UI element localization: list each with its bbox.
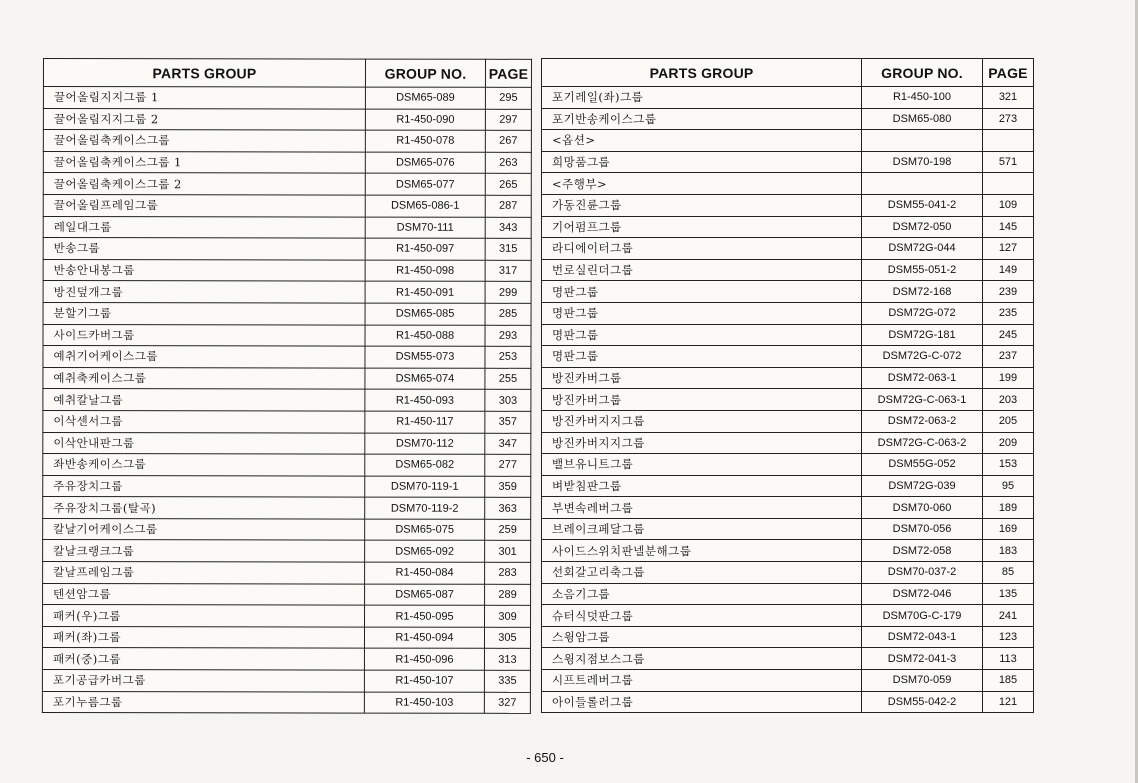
page-ref: 295 xyxy=(485,87,531,109)
part-group-name: 방진덮개그룹 xyxy=(43,281,365,303)
page-ref: 239 xyxy=(983,281,1034,303)
group-number: DSM72-046 xyxy=(862,583,983,605)
page-ref: 343 xyxy=(485,217,531,239)
page-ref: 255 xyxy=(485,368,531,390)
group-number: R1-450-098 xyxy=(365,260,485,282)
part-group-name: 포기공급카버그룹 xyxy=(42,670,364,692)
table-row xyxy=(43,302,531,324)
group-number: DSM65-092 xyxy=(365,541,485,563)
group-number: DSM65-075 xyxy=(365,519,485,541)
group-number: DSM72G-072 xyxy=(862,302,983,324)
table-row xyxy=(542,151,1034,173)
table-row xyxy=(43,194,531,216)
table-row xyxy=(43,87,531,109)
part-group-name: 반송안내봉그룹 xyxy=(43,259,365,281)
group-number: R1-450-084 xyxy=(365,562,485,584)
table-row xyxy=(542,410,1034,432)
table-row xyxy=(542,87,1034,109)
group-number: R1-450-093 xyxy=(365,389,485,411)
group-number: DSM55G-052 xyxy=(862,454,983,476)
part-group-name: 반송그룹 xyxy=(43,238,365,260)
page-ref: 189 xyxy=(983,497,1034,519)
part-group-name: 방진카버지지그룹 xyxy=(542,410,862,432)
table-row xyxy=(43,432,531,454)
part-group-name: 레일대그룹 xyxy=(43,216,365,238)
page-ref: 145 xyxy=(983,216,1034,238)
table-row xyxy=(542,432,1034,454)
page-ref: 317 xyxy=(485,260,531,282)
group-number: DSM72G-181 xyxy=(862,324,983,346)
part-group-name: 번로실린더그룹 xyxy=(542,259,862,281)
page-ref: 313 xyxy=(484,649,530,671)
group-no-header: GROUP NO. xyxy=(365,59,485,87)
group-number: DSM65-077 xyxy=(365,173,485,195)
table-row xyxy=(43,389,531,411)
table-row xyxy=(43,216,531,238)
table-row xyxy=(542,562,1034,584)
part-group-name: 주유장치그룹 xyxy=(43,475,365,497)
page-ref: 293 xyxy=(485,325,531,347)
table-row xyxy=(542,518,1034,540)
group-number: DSM55-073 xyxy=(365,346,485,368)
part-group-name: 예취축케이스그룹 xyxy=(43,367,365,389)
page-ref: 185 xyxy=(983,670,1034,692)
part-group-name: 명판그룹 xyxy=(542,281,862,303)
part-group-name: 명판그룹 xyxy=(542,346,862,368)
group-number: DSM72-043-1 xyxy=(862,626,983,648)
part-group-name: 패커(좌)그룹 xyxy=(42,626,364,648)
page-ref: 259 xyxy=(485,519,531,541)
table-row xyxy=(43,173,531,195)
table-row xyxy=(43,475,531,497)
group-number: DSM70-056 xyxy=(862,518,983,540)
part-group-name: <주행부> xyxy=(542,173,862,195)
group-number: DSM65-074 xyxy=(365,368,485,390)
part-group-name: 포기레일(좌)그룹 xyxy=(542,87,862,109)
part-group-name: 끌어올림축케이스그룹 2 xyxy=(43,173,365,195)
table-row xyxy=(43,367,531,389)
part-group-name: 포기반송케이스그룹 xyxy=(542,108,862,130)
table-row xyxy=(43,259,531,281)
part-group-name: 이삭센서그룹 xyxy=(43,410,365,432)
part-group-name: 브레이크페달그룹 xyxy=(542,518,862,540)
group-number: DSM70-112 xyxy=(365,433,485,455)
part-group-name: 칼날프레임그룹 xyxy=(43,562,365,584)
part-group-name: 이삭안내판그룹 xyxy=(43,432,365,454)
table-row xyxy=(42,691,530,713)
table-row xyxy=(43,518,531,540)
table-row xyxy=(43,562,531,584)
group-number: DSM72-041-3 xyxy=(862,648,983,670)
group-number: DSM72G-C-063-2 xyxy=(862,432,983,454)
part-group-name: 방진카버그룹 xyxy=(542,367,862,389)
table-row xyxy=(542,626,1034,648)
part-group-name: 스윙지점보스그룹 xyxy=(542,648,862,670)
part-group-name: 방진카버지지그룹 xyxy=(542,432,862,454)
table-row xyxy=(542,670,1034,692)
table-row xyxy=(542,194,1034,216)
group-number: R1-450-088 xyxy=(365,325,485,347)
page-ref: 309 xyxy=(485,606,531,628)
part-group-name: 예취기어케이스그룹 xyxy=(43,346,365,368)
left-parts-index xyxy=(43,58,532,713)
part-group-name: 텐션암그룹 xyxy=(43,583,365,605)
page-ref: 127 xyxy=(983,238,1034,260)
page-ref: 297 xyxy=(485,109,531,131)
page-ref: 149 xyxy=(983,259,1034,281)
part-group-name: 명판그룹 xyxy=(542,302,862,324)
table-header-row xyxy=(43,59,531,88)
group-number xyxy=(862,130,983,152)
page-ref: 135 xyxy=(983,583,1034,605)
page-ref xyxy=(983,173,1034,195)
group-number: DSM55-041-2 xyxy=(862,194,983,216)
page-header: PAGE xyxy=(983,59,1034,87)
page-ref: 121 xyxy=(983,691,1034,713)
part-group-name: 분할기그룹 xyxy=(43,302,365,324)
table-row xyxy=(43,410,531,432)
table-row xyxy=(542,108,1034,130)
part-group-name: 방진카버그룹 xyxy=(542,389,862,411)
page-ref: 305 xyxy=(484,627,530,649)
group-number: DSM70-060 xyxy=(862,497,983,519)
group-number: R1-450-078 xyxy=(365,130,485,152)
page-ref: 203 xyxy=(983,389,1034,411)
table-row xyxy=(42,626,530,648)
group-number: DSM70G-C-179 xyxy=(862,605,983,627)
group-number: R1-450-094 xyxy=(364,627,484,649)
part-group-name: 가동진륜그룹 xyxy=(542,194,862,216)
group-number: DSM65-080 xyxy=(862,108,983,130)
page-ref: 237 xyxy=(983,346,1034,368)
group-number: R1-450-091 xyxy=(365,281,485,303)
table-row xyxy=(43,497,531,519)
page-ref: 265 xyxy=(485,174,531,196)
table-row xyxy=(42,670,530,692)
table-row xyxy=(542,389,1034,411)
group-number: R1-450-096 xyxy=(364,648,484,670)
table-row xyxy=(43,454,531,476)
part-group-name: 끌어올림프레임그룹 xyxy=(43,194,365,216)
part-group-name: 포기누름그룹 xyxy=(42,691,364,713)
page-ref: 123 xyxy=(983,626,1034,648)
group-number: DSM72-168 xyxy=(862,281,983,303)
group-number xyxy=(862,173,983,195)
table-row xyxy=(43,281,531,303)
table-row xyxy=(43,151,531,173)
group-number: R1-450-097 xyxy=(365,238,485,260)
page-ref: 235 xyxy=(983,302,1034,324)
page-ref: 273 xyxy=(983,108,1034,130)
part-group-name: 끌어올림지지그룹 1 xyxy=(43,87,365,109)
part-group-name: 명판그룹 xyxy=(542,324,862,346)
page-ref: 303 xyxy=(485,390,531,412)
group-number: DSM72-058 xyxy=(862,540,983,562)
part-group-name: 패커(우)그룹 xyxy=(43,605,365,627)
part-group-name: 끌어올림축케이스그룹 xyxy=(43,130,365,152)
part-group-name: 칼날크랭크그룹 xyxy=(43,540,365,562)
part-group-name: 밸브유니트그룹 xyxy=(542,454,862,476)
group-number: DSM65-087 xyxy=(365,584,485,606)
table-row xyxy=(542,367,1034,389)
page-ref: 315 xyxy=(485,238,531,260)
group-number: DSM72-050 xyxy=(862,216,983,238)
part-group-name: 부변속레버그룹 xyxy=(542,497,862,519)
group-number: DSM65-082 xyxy=(365,454,485,476)
part-group-name: 라디에이터그룹 xyxy=(542,238,862,260)
left-parts-table xyxy=(42,58,532,714)
page-ref: 109 xyxy=(983,194,1034,216)
group-number: DSM65-086-1 xyxy=(365,195,485,217)
page-ref: 357 xyxy=(485,411,531,433)
table-row xyxy=(542,130,1034,152)
group-number: DSM70-111 xyxy=(365,217,485,239)
group-number: DSM72G-C-063-1 xyxy=(862,389,983,411)
table-header-row xyxy=(542,59,1034,87)
table-row xyxy=(542,238,1034,260)
table-row xyxy=(43,346,531,368)
page-ref: 183 xyxy=(983,540,1034,562)
page-ref: 199 xyxy=(983,367,1034,389)
table-row xyxy=(542,216,1034,238)
group-number: DSM55-042-2 xyxy=(862,691,983,713)
part-group-name: 좌반송케이스그룹 xyxy=(43,454,365,476)
page-ref: 253 xyxy=(485,346,531,368)
page-ref: 95 xyxy=(983,475,1034,497)
group-number: DSM65-076 xyxy=(365,152,485,174)
page-header: PAGE xyxy=(485,59,531,87)
group-number: R1-450-103 xyxy=(364,692,484,714)
table-row xyxy=(542,475,1034,497)
group-number: DSM70-037-2 xyxy=(862,562,983,584)
part-group-name: 사이드스위치판넬분해그룹 xyxy=(542,540,862,562)
group-number: DSM72-063-2 xyxy=(862,410,983,432)
part-group-name: 주유장치그룹(탈곡) xyxy=(43,497,365,519)
group-number: DSM72G-039 xyxy=(862,475,983,497)
right-parts-index xyxy=(541,58,1034,713)
right-parts-table xyxy=(541,58,1034,713)
table-row xyxy=(542,173,1034,195)
group-number: R1-450-117 xyxy=(365,411,485,433)
part-group-name: 아이들롤러그룹 xyxy=(542,691,862,713)
group-number: R1-450-107 xyxy=(364,670,484,692)
page-ref: 263 xyxy=(485,152,531,174)
table-row xyxy=(542,497,1034,519)
part-group-name: 기어펌프그룹 xyxy=(542,216,862,238)
group-number: DSM65-089 xyxy=(365,87,485,109)
page-ref: 267 xyxy=(485,130,531,152)
page-ref: 169 xyxy=(983,518,1034,540)
group-number: DSM70-119-1 xyxy=(365,476,485,498)
table-row xyxy=(542,302,1034,324)
group-number: R1-450-095 xyxy=(365,605,485,627)
page-ref: 299 xyxy=(485,282,531,304)
group-no-header: GROUP NO. xyxy=(862,59,983,87)
table-row xyxy=(542,605,1034,627)
part-group-name: 패커(중)그룹 xyxy=(42,648,364,670)
part-group-name: 슈터식덧판그룹 xyxy=(542,605,862,627)
page-ref: 359 xyxy=(485,476,531,498)
part-group-name: 예취칼날그룹 xyxy=(43,389,365,411)
page-ref: 209 xyxy=(983,432,1034,454)
page-ref: 113 xyxy=(983,648,1034,670)
part-group-name: 끌어올림지지그룹 2 xyxy=(43,108,365,130)
part-group-name: 스윙암그룹 xyxy=(542,626,862,648)
table-row xyxy=(43,324,531,346)
table-row xyxy=(43,540,531,562)
part-group-name: 벼받침판그룹 xyxy=(542,475,862,497)
page-ref: 347 xyxy=(485,433,531,455)
group-number: DSM70-059 xyxy=(862,670,983,692)
table-row xyxy=(542,648,1034,670)
page-ref: 301 xyxy=(485,541,531,563)
page-ref: 289 xyxy=(485,584,531,606)
table-row xyxy=(42,648,530,670)
page-ref: 571 xyxy=(983,151,1034,173)
page-ref: 241 xyxy=(983,605,1034,627)
page-number: - 650 - xyxy=(526,750,564,765)
parts-group-header: PARTS GROUP xyxy=(542,59,862,87)
page-ref: 153 xyxy=(983,454,1034,476)
group-number: DSM70-198 xyxy=(862,151,983,173)
group-number: R1-450-100 xyxy=(862,87,983,109)
group-number: R1-450-090 xyxy=(365,109,485,131)
part-group-name: <옵션> xyxy=(542,130,862,152)
group-number: DSM55-051-2 xyxy=(862,259,983,281)
page-ref: 285 xyxy=(485,303,531,325)
part-group-name: 시프트레버그룹 xyxy=(542,670,862,692)
group-number: DSM72G-044 xyxy=(862,238,983,260)
page-ref: 327 xyxy=(484,692,530,714)
table-row xyxy=(542,691,1034,713)
page-ref: 363 xyxy=(485,498,531,520)
part-group-name: 사이드카버그룹 xyxy=(43,324,365,346)
table-row xyxy=(43,130,531,152)
page-ref: 245 xyxy=(983,324,1034,346)
part-group-name: 끌어올림축케이스그룹 1 xyxy=(43,151,365,173)
table-row xyxy=(542,281,1034,303)
table-row xyxy=(542,346,1034,368)
table-row xyxy=(43,108,531,130)
parts-group-header: PARTS GROUP xyxy=(43,59,365,88)
page-ref: 283 xyxy=(485,562,531,584)
table-row xyxy=(542,259,1034,281)
table-row xyxy=(43,605,531,627)
group-number: DSM72G-C-072 xyxy=(862,346,983,368)
table-row xyxy=(542,583,1034,605)
page-ref: 287 xyxy=(485,195,531,217)
part-group-name: 희망품그룹 xyxy=(542,151,862,173)
group-number: DSM72-063-1 xyxy=(862,367,983,389)
page-ref: 85 xyxy=(983,562,1034,584)
page-ref: 321 xyxy=(983,87,1034,109)
part-group-name: 선회갈고리축그룹 xyxy=(542,562,862,584)
part-group-name: 소음기그룹 xyxy=(542,583,862,605)
table-row xyxy=(542,454,1034,476)
page-ref: 205 xyxy=(983,410,1034,432)
table-row xyxy=(43,238,531,260)
part-group-name: 칼날기어케이스그룹 xyxy=(43,518,365,540)
page-ref: 277 xyxy=(485,454,531,476)
table-row xyxy=(43,583,531,605)
group-number: DSM70-119-2 xyxy=(365,497,485,519)
table-row xyxy=(542,324,1034,346)
table-row xyxy=(542,540,1034,562)
page-ref xyxy=(983,130,1034,152)
page-ref: 335 xyxy=(484,670,530,692)
group-number: DSM65-085 xyxy=(365,303,485,325)
